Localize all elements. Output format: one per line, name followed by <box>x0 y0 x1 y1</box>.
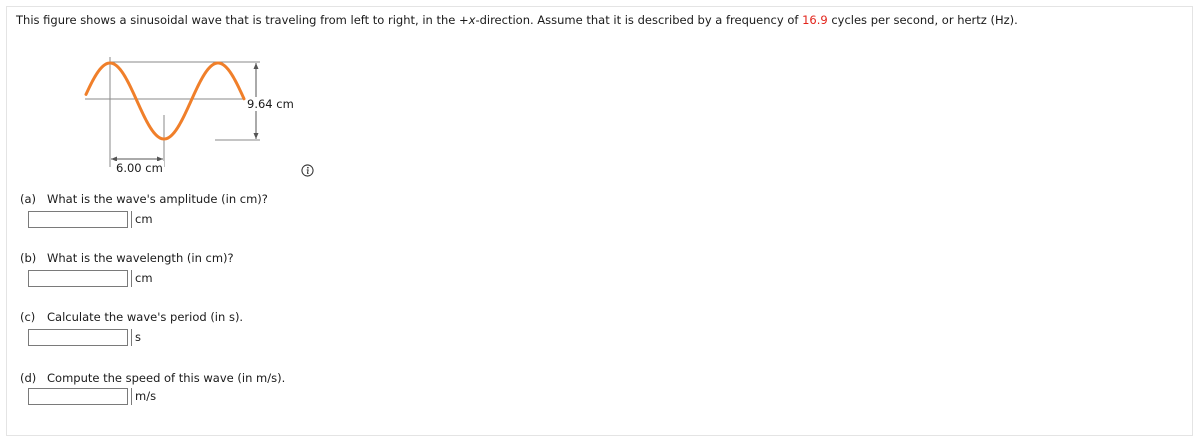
question-c <box>20 310 243 324</box>
question-c-prompt: Calculate the wave's period (in s). <box>47 310 244 324</box>
width-label: 6.00 cm <box>116 161 163 175</box>
question-a-text <box>20 192 268 206</box>
question-a <box>20 192 268 206</box>
speed-input[interactable] <box>28 388 128 405</box>
question-c-text <box>20 310 243 324</box>
question-d-text <box>20 371 285 385</box>
period-unit: s <box>131 329 141 346</box>
question-a-part: (a) <box>20 192 37 206</box>
frequency-value: 16.9 <box>802 13 828 27</box>
question-d-part: (d) <box>20 371 37 385</box>
intro-text-mid: -direction. Assume that it is described by a frequency of <box>475 13 803 27</box>
speed-unit: m/s <box>131 388 156 405</box>
question-a-prompt: What is the wave's amplitude (in cm)? <box>47 192 268 206</box>
info-icon[interactable] <box>301 164 314 177</box>
question-b-text <box>20 251 234 265</box>
question-d-prompt: Compute the speed of this wave (in m/s). <box>47 371 286 385</box>
question-d <box>20 371 285 385</box>
intro-text-before: This figure shows a sinusoidal wave that is traveling from left to right, in the + <box>16 13 469 27</box>
question-c-part: (c) <box>20 310 36 324</box>
wavelength-unit: cm <box>131 270 153 287</box>
amplitude-unit: cm <box>131 211 153 228</box>
question-b-prompt: What is the wavelength (in cm)? <box>47 251 234 265</box>
amplitude-input[interactable] <box>28 211 128 228</box>
intro-x-variable: x <box>468 13 476 27</box>
wavelength-input[interactable] <box>28 270 128 287</box>
height-arrow-down <box>254 133 259 139</box>
problem-statement <box>16 13 1018 27</box>
question-b-part: (b) <box>20 251 37 265</box>
period-input[interactable] <box>28 329 128 346</box>
question-b <box>20 251 234 265</box>
height-label: 9.64 cm <box>247 97 294 111</box>
intro-text-after: cycles per second, or hertz (Hz). <box>827 13 1018 27</box>
wave-figure <box>80 55 320 180</box>
height-arrow-up <box>254 63 259 69</box>
